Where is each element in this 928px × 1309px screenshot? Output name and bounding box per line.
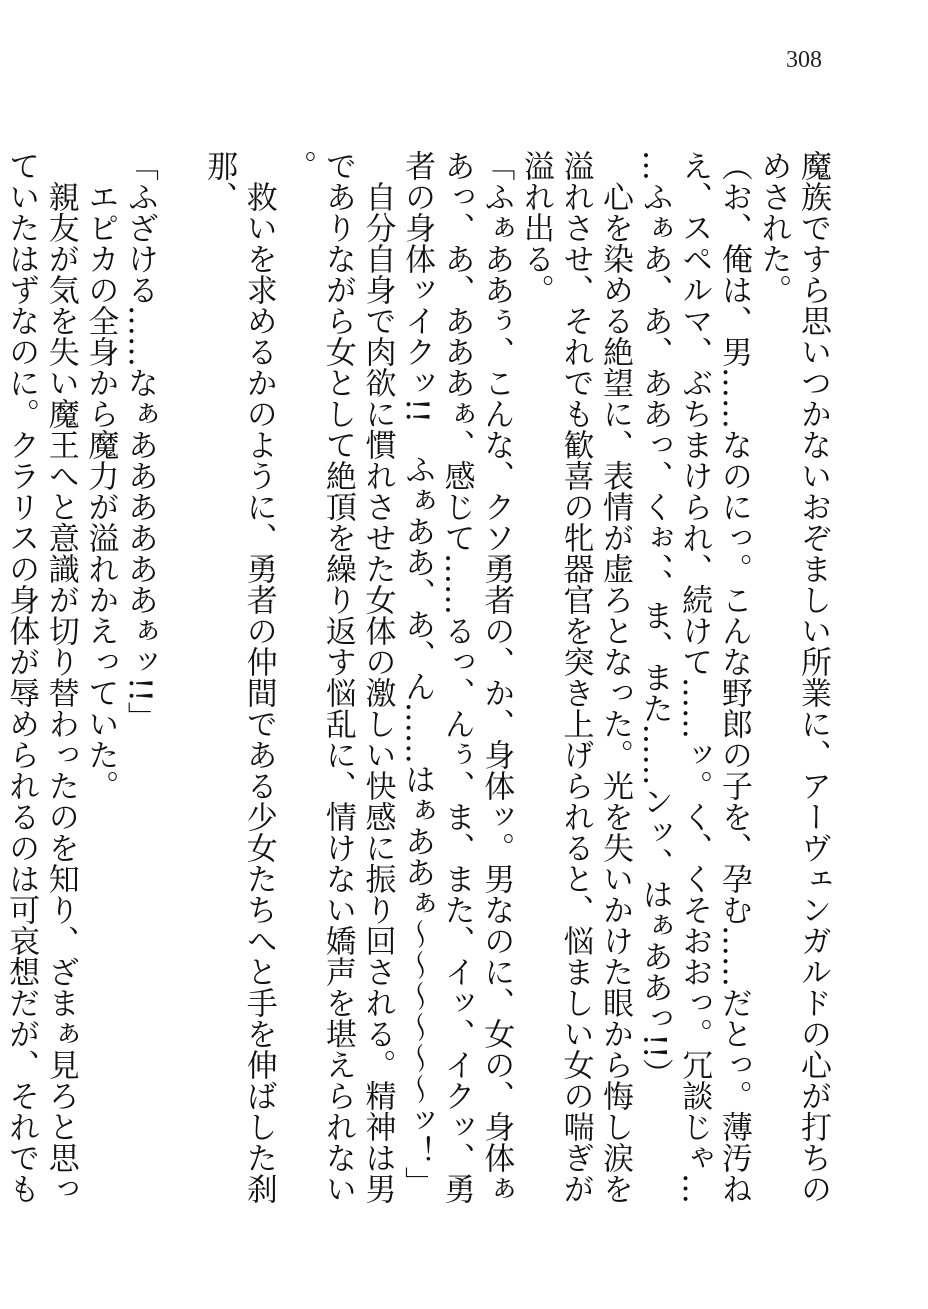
page-number: 308 bbox=[786, 47, 822, 73]
paragraph-8: エピカの全身から魔力が溢れかえっていた。 bbox=[82, 150, 119, 801]
paragraph-9: 親友が気を失い魔王へと意識が切り替わったのを知り、ざまぁ見ろと思っていたはずなのに。クラリスの身体が辱められるのは可哀想だが、それでも bbox=[3, 150, 79, 1204]
paragraph-5: 自分自身で肉欲に慣れさせた女体の激しい快感に振り回される。精神は男でありながら女として絶頂を繰り返す悩乱に、情けない嬌声を堪えられない。 bbox=[280, 150, 396, 1204]
paragraph-7: 「ふざける……なぁああああああぁッ!!」 bbox=[121, 150, 158, 733]
paragraph-6: 救いを求めるかのように、勇者の仲間である少女たちへと手を伸ばした刹那、 bbox=[201, 150, 277, 1204]
vertical-body-text bbox=[3, 150, 832, 1230]
paragraph-1: 魔族ですら思いつかないおぞましい所業に、アーヴェンガルドの心が打ちのめされた。 bbox=[755, 150, 831, 1204]
paragraph-2: （お、俺は、男……なのにっ。こんな野郎の子を、孕む……だとっ。薄汚ねえ、スペルマ、ぶちまけられ、続けて……ッ。く、くそおおっ。冗談じゃ……ふぁあ、あ、ああっ、くぉ、、ま、また……ンッ、はぁああっ!!） bbox=[636, 150, 752, 1204]
paragraph-4: 「ふぁああぅ、こんな、クソ勇者の、か、身体ッ。男なのに、女の、身体ぁあっ、あ、あああぁ、感じて……るっ、んぅ、ま、また、イッ、イクッ、勇者の身体ッイクッ!! ふぁああ、あ、ん……はぁああぁ〜〜〜〜〜〜ッ！」 bbox=[399, 150, 515, 1204]
paragraph-3: 心を染める絶望に、表情が虚ろとなった。光を失いかけた眼から悔し涙を溢れさせ、それでも歓喜の牝器官を突き上げられると、悩ましい女の喘ぎが溢れ出る。 bbox=[517, 150, 634, 1204]
blank-line bbox=[159, 150, 199, 1230]
